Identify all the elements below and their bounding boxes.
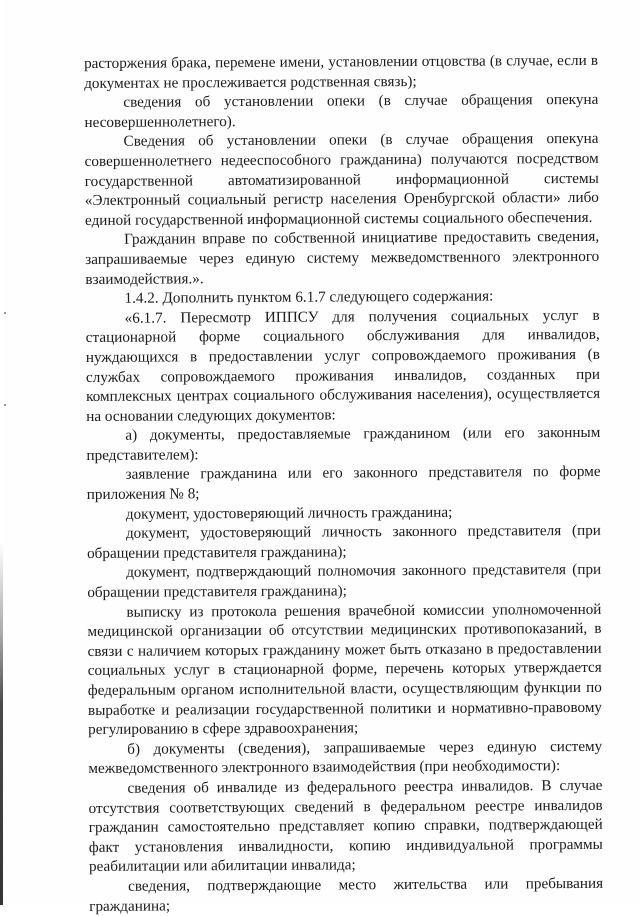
paragraph: документ, подтверждающий полномочия законного представителя (при обращении представителя гражданина); — [87, 561, 602, 602]
document-body — [84, 51, 603, 916]
scan-edge-shadow — [0, 0, 3, 905]
paragraph: документ, удостоверяющий личность законного представителя (при обращении представителя гражданина); — [86, 522, 601, 562]
paragraph: документ, удостоверяющий личность гражданина; — [125, 503, 453, 523]
paragraph: Сведения об установлении опеки (в случае обращения опекуна совершеннолетнего недееспособного гражданина) получаются посредством государственной автоматизированной информационной системы «Электронный социальный регистр населения Оренбургской области» либо единой государственной информационной системы социального обеспечения. — [84, 130, 599, 229]
paragraph: 1.4.2. Дополнить пунктом 6.1.7 следующего содержания: — [124, 287, 494, 307]
paragraph: выписку из протокола решения врачебной комиссии уполномоченной медицинской организации об отсутствии медицинских противопоказаний, в связи с наличием которых гражданину может быть отказано в предоставлении социальных услуг в стационарной форме, перечень которых утверждается федеральным органом исполнительной власти, осуществляющим функции по выработке и реализации государственной политики и нормативно-правовому регулированию в сфере здравоохранения; — [87, 600, 603, 739]
paragraph: сведения об установлении опеки (в случае обращения опекуна несовершеннолетнего). — [84, 91, 599, 131]
paragraph: сведения, подтверждающие место жительства или пребывания гражданина; — [89, 874, 604, 915]
scan-speck — [4, 312, 6, 314]
paragraph: Гражданин вправе по собственной инициативе предоставить сведения, запрашиваемые через единую систему межведомственного электронного взаимодействия.». — [85, 228, 600, 288]
paragraph: расторжения брака, перемене имени, установлении отцовства (в случае, если в документах не прослеживается родственная связь); — [84, 51, 599, 92]
paragraph: а) документы, предоставляемые гражданином (или его законным представителем): — [86, 424, 601, 464]
scan-speck — [4, 404, 6, 406]
paragraph: заявление гражданина или его законного представителя по форме приложения № 8; — [86, 463, 601, 504]
paragraph: б) документы (сведения), запрашиваемые через единую систему межведомственного электронного взаимодействия (при необходимости): — [88, 737, 603, 778]
paragraph: сведения об инвалиде из федерального реестра инвалидов. В случае отсутствия соответствующих сведений в федеральном реестре инвалидов гражданин самостоятельно представляет копию справки, подтверждающей факт установления инвалидности, копию индивидуальной программы реабилитации или абилитации инвалида; — [88, 776, 603, 876]
paragraph: «6.1.7. Пересмотр ИППСУ для получения социальных услуг в стационарной форме социального обслуживания для инвалидов, нуждающихся в предоставлении услуг сопровождаемого проживания (в службах сопровождаемого проживания инвалидов, созданных при комплексных центрах социального обслуживания населения), осуществляется на основании следующих документов: — [85, 306, 601, 425]
